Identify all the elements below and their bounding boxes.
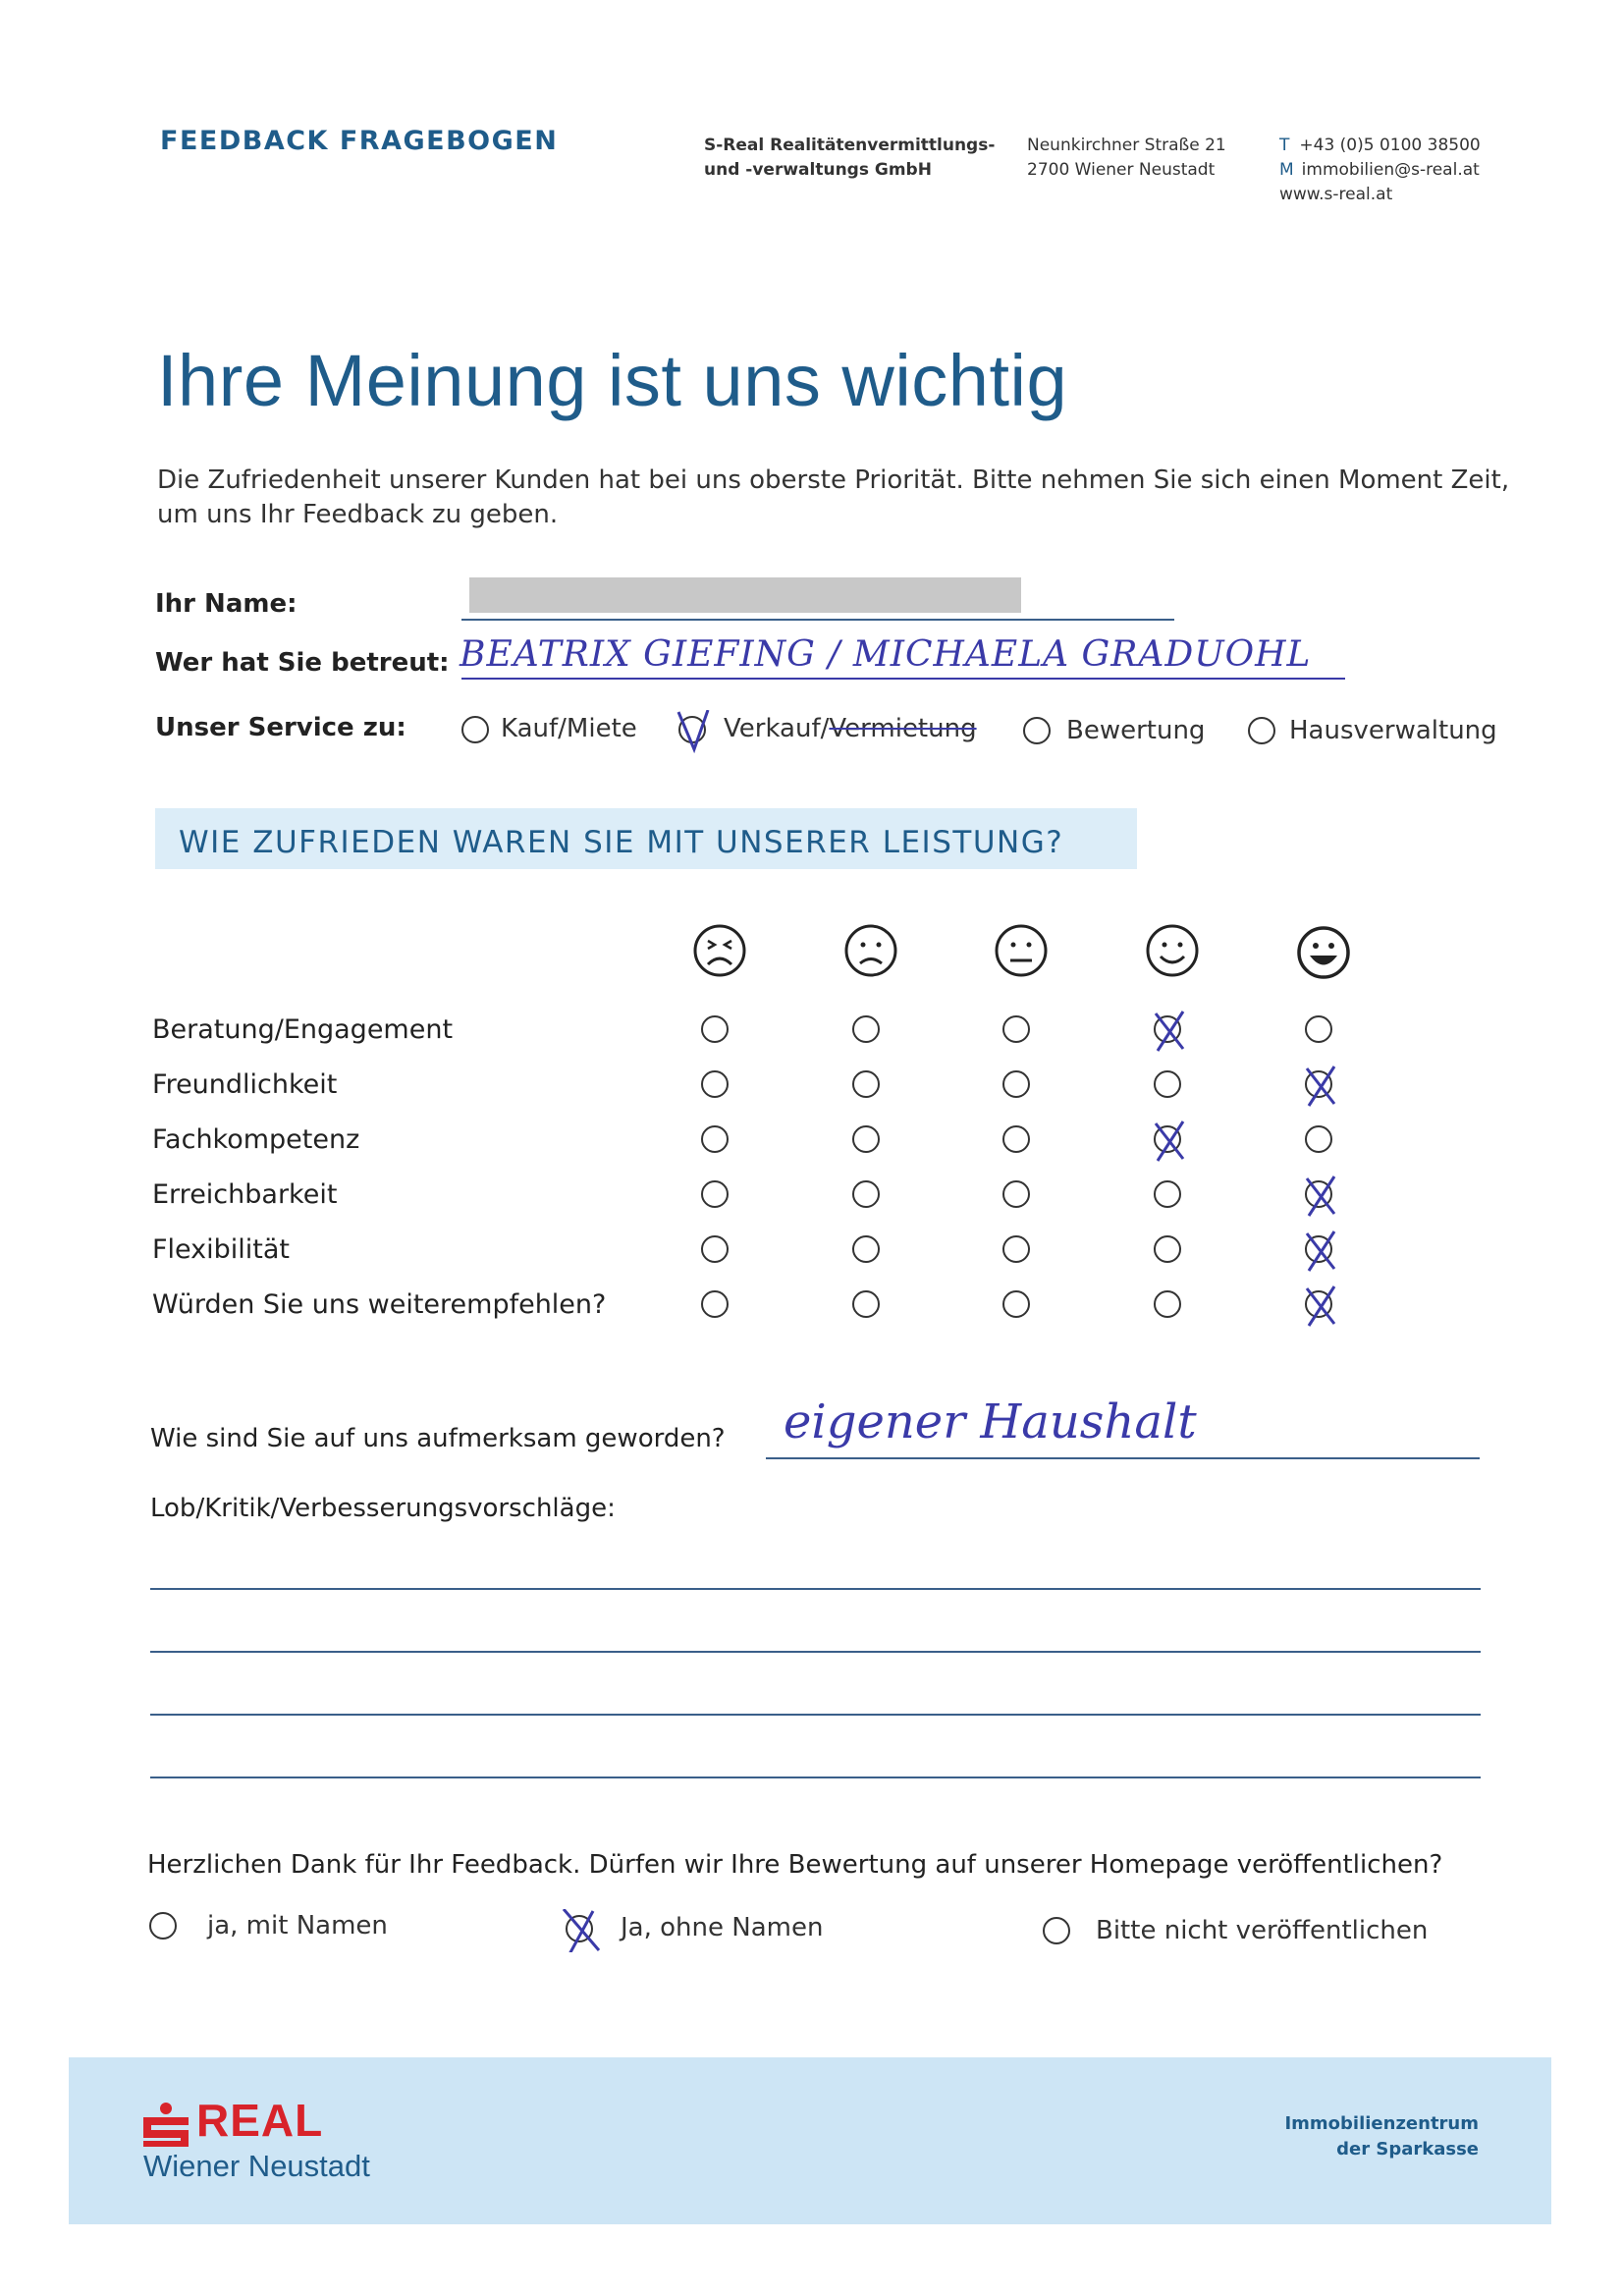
publish-radio-no-publish[interactable] [1043,1917,1070,1944]
service-radio-verkauf-vermietung[interactable] [678,716,706,743]
company-contact [1279,134,1481,207]
service-option-verkauf-vermietung [724,714,977,743]
rating-radio[interactable] [1002,1070,1030,1098]
rating-radio[interactable] [1305,1290,1332,1318]
comments-line-4[interactable] [150,1777,1481,1778]
cross-mark-icon [562,1909,601,1952]
publish-option-with-name: ja, mit Namen [207,1911,388,1941]
intro-line-1: Die Zufriedenheit unserer Kunden hat bei uns oberste Priorität. Bitte nehmen Sie sich einen Moment Zeit, [157,465,1510,495]
rating-radio[interactable] [1154,1015,1181,1043]
rating-radio[interactable] [701,1015,729,1043]
email-line [1279,158,1481,183]
address-line-1: Neunkirchner Straße 21 [1027,136,1226,155]
company-line-1: S-Real Realitätenvermittlungs- [704,136,996,155]
rating-radio[interactable] [1154,1235,1181,1263]
rating-radio[interactable] [1305,1235,1332,1263]
rating-radio[interactable] [852,1235,880,1263]
very-happy-face-icon [1296,925,1351,980]
rating-radio[interactable] [1154,1070,1181,1098]
rating-radio[interactable] [852,1290,880,1318]
rating-label: Flexibilität [152,1234,291,1265]
source-field-line[interactable] [766,1457,1480,1459]
form-title: FEEDBACK FRAGEBOGEN [160,126,559,156]
phone-line [1279,134,1481,158]
tagline-line-1: Immobilienzentrum [1284,2113,1479,2134]
rating-radio[interactable] [1305,1070,1332,1098]
unhappy-face-icon [843,923,898,978]
rating-radio[interactable] [701,1180,729,1208]
rating-radio[interactable] [1305,1015,1332,1043]
rating-radio[interactable] [701,1235,729,1263]
cross-mark-icon [1301,1230,1340,1273]
footer-tagline [1198,2111,1479,2162]
cross-mark-icon [1150,1120,1189,1163]
very-unhappy-face-icon [692,923,747,978]
rating-radio[interactable] [1305,1125,1332,1153]
advisor-label: Wer hat Sie betreut: [155,648,450,678]
rating-radio[interactable] [1002,1015,1030,1043]
company-line-2: und -verwaltungs GmbH [704,160,932,180]
address-line-2: 2700 Wiener Neustadt [1027,160,1216,180]
rating-radio[interactable] [852,1125,880,1153]
publish-question: Herzlichen Dank für Ihr Feedback. Dürfen wir Ihre Bewertung auf unserer Homepage veröffentlichen? [147,1850,1443,1880]
intro-text [157,464,1512,532]
service-radio-kauf-miete[interactable] [461,716,489,743]
comments-line-3[interactable] [150,1714,1481,1716]
phone-number: +43 (0)5 0100 38500 [1299,136,1481,155]
rating-radio[interactable] [852,1180,880,1208]
phone-prefix: T [1279,136,1290,155]
rating-radio[interactable] [1002,1235,1030,1263]
company-address [1027,134,1226,183]
rating-radio[interactable] [1154,1125,1181,1153]
rating-radio[interactable] [852,1015,880,1043]
rating-radio[interactable] [701,1125,729,1153]
rating-radio[interactable] [1002,1125,1030,1153]
name-redaction [469,577,1021,613]
publish-option-without-name: Ja, ohne Namen [621,1913,824,1942]
rating-label: Beratung/Engagement [152,1014,454,1045]
rating-label: Fachkompetenz [152,1124,360,1155]
company-name [704,134,995,183]
service-radio-bewertung[interactable] [1023,717,1051,744]
rating-label: Freundlichkeit [152,1069,338,1100]
service-option-bewertung: Bewertung [1066,716,1206,745]
rating-radio[interactable] [701,1290,729,1318]
intro-line-2: um uns Ihr Feedback zu geben. [157,500,559,529]
publish-radio-with-name[interactable] [149,1912,177,1940]
service-radio-hausverwaltung[interactable] [1248,717,1275,744]
rating-label: Würden Sie uns weiterempfehlen? [152,1289,607,1320]
website: www.s-real.at [1279,185,1393,204]
rating-radio[interactable] [701,1070,729,1098]
source-question: Wie sind Sie auf uns aufmerksam geworden? [150,1424,726,1453]
brand-name: REAL [196,2095,324,2146]
source-handwriting: eigener Haushalt [784,1394,1197,1449]
rating-radio[interactable] [1305,1180,1332,1208]
rating-radio[interactable] [1154,1180,1181,1208]
checkmark-icon [675,710,714,753]
comments-line-2[interactable] [150,1651,1481,1653]
rating-radio[interactable] [1002,1180,1030,1208]
service-label: Unser Service zu: [155,713,406,742]
service-option-kauf-miete: Kauf/Miete [501,714,637,743]
email-address: immobilien@s-real.at [1301,160,1480,180]
rating-radio[interactable] [1002,1290,1030,1318]
rating-radio[interactable] [1154,1290,1181,1318]
service-option-vermietung-struck: Vermietung [829,714,977,743]
advisor-field-line[interactable] [461,678,1345,680]
happy-face-icon [1145,923,1200,978]
brand-city: Wiener Neustadt [143,2149,370,2183]
comments-label: Lob/Kritik/Verbesserungsvorschläge: [150,1494,616,1523]
cross-mark-icon [1301,1285,1340,1328]
publish-option-no-publish: Bitte nicht veröffentlichen [1096,1916,1429,1945]
email-prefix: M [1279,160,1294,180]
cross-mark-icon [1301,1065,1340,1108]
sparkasse-logo-icon [143,2102,189,2147]
rating-label: Erreichbarkeit [152,1179,338,1210]
service-option-hausverwaltung: Hausverwaltung [1289,716,1497,745]
name-label: Ihr Name: [155,589,298,619]
cross-mark-icon [1150,1010,1189,1053]
name-field-line[interactable] [461,619,1174,621]
service-option-verkauf: Verkauf/ [724,714,830,743]
neutral-face-icon [994,923,1049,978]
publish-radio-without-name[interactable] [566,1915,593,1942]
advisor-handwriting: BEATRIX GIEFING / MICHAELA GRADUOHL [460,634,1312,675]
tagline-line-2: der Sparkasse [1336,2139,1479,2159]
comments-line-1[interactable] [150,1588,1481,1590]
rating-radio[interactable] [852,1070,880,1098]
page-headline: Ihre Meinung ist uns wichtig [157,340,1068,421]
cross-mark-icon [1301,1175,1340,1218]
section-title: WIE ZUFRIEDEN WAREN SIE MIT UNSERER LEISTUNG? [179,825,1064,860]
